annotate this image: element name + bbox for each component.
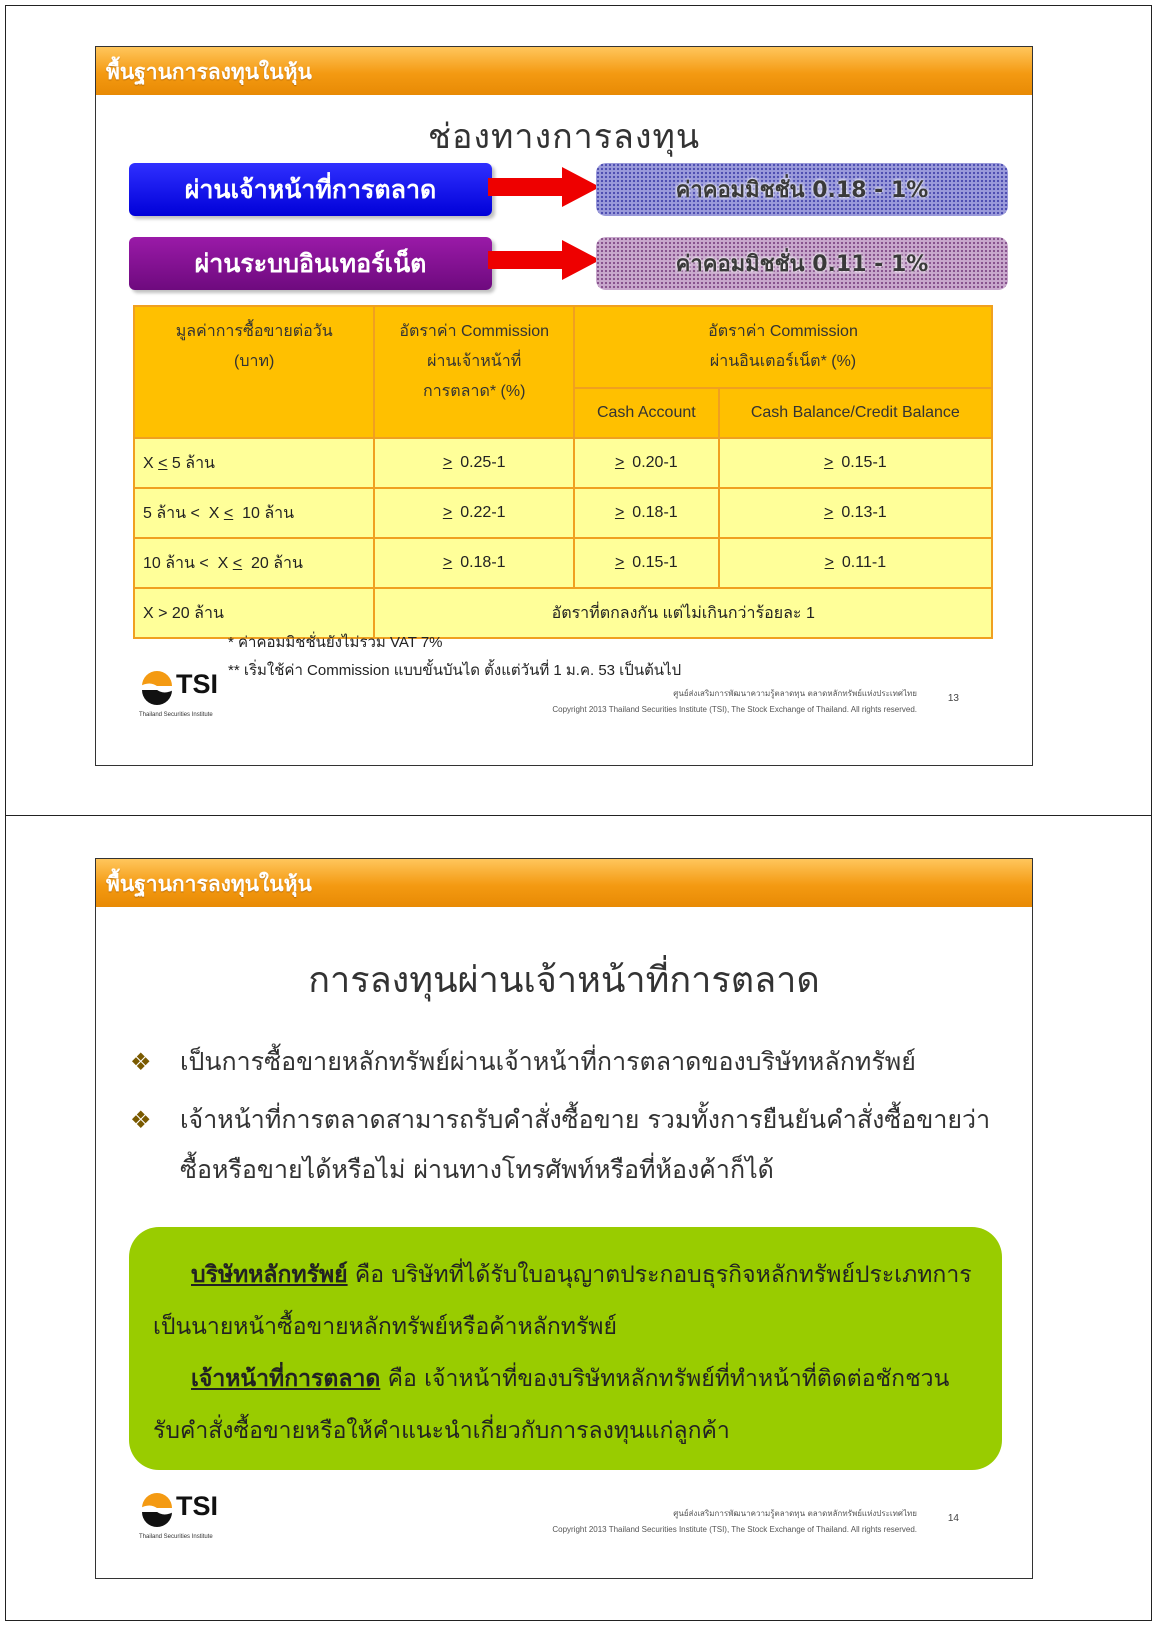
slide-header: พื้นฐานการลงทุนในหุ้น: [96, 859, 1032, 907]
bullet-item: ❖ เจ้าหน้าที่การตลาดสามารถรับคำสั่งซื้อขาย รวมทั้งการยืนยันคำสั่งซื้อขายว่าซื้อหรือขายได้หรือไม่ ผ่านทางโทรศัพท์หรือที่ห้องค้าก็ได้: [130, 1095, 1010, 1195]
marketing-rate-cell: > 0.18-1: [374, 538, 574, 588]
diamond-bullet-icon: ❖: [130, 1106, 152, 1134]
header-marketing-rate: อัตราค่า Commission ผ่านเจ้าหน้าที่ การตลาด* (%): [374, 306, 574, 438]
balance-rate-cell: > 0.11-1: [719, 538, 992, 588]
trade-range-cell: 5 ล้าน < X < 10 ล้าน: [134, 488, 374, 538]
marketing-rate-cell: > 0.22-1: [374, 488, 574, 538]
tsi-logo: [138, 1489, 238, 1549]
slide-header: พื้นฐานการลงทุนในหุ้น: [96, 47, 1032, 95]
commission-internet-box: ค่าคอมมิชชั่น 0.11 - 1%: [596, 237, 1008, 290]
cash-rate-cell: > 0.20-1: [574, 438, 719, 488]
tsi-logo-subtitle: Thailand Securities Institute: [139, 712, 213, 718]
ladder-footnote: ** เริ่มใช้ค่า Commission แบบขั้นบันได ตั้งแต่วันที่ 1 ม.ค. 53 เป็นต้นไป: [228, 662, 682, 679]
tsi-logo-mark-icon: [138, 1491, 176, 1529]
trade-range-cell: 10 ล้าน < X < 20 ล้าน: [134, 538, 374, 588]
footer-thai: ศูนย์ส่งเสริมการพัฒนาความรู้ตลาดทุน ตลาดหลักทรัพย์แห่งประเทศไทย: [673, 689, 917, 698]
channel-internet-label: ผ่านระบบอินเทอร์เน็ต: [129, 237, 492, 290]
commission-rate-table: [133, 305, 993, 639]
slide-title: การลงทุนผ่านเจ้าหน้าที่การตลาด: [308, 960, 820, 1001]
header-cash-balance: Cash Balance/Credit Balance: [719, 388, 992, 438]
balance-rate-cell: > 0.15-1: [719, 438, 992, 488]
slide-14: [95, 858, 1033, 1579]
right-arrow-icon: [488, 167, 600, 207]
header-cash-account: Cash Account: [574, 388, 719, 438]
slide-13: [95, 46, 1033, 766]
header-internet-rate: อัตราค่า Commission ผ่านอินเตอร์เน็ต* (%): [574, 306, 992, 388]
definition-marketing-officer: เจ้าหน้าที่การตลาด คือ เจ้าหน้าที่ของบริษัทหลักทรัพย์ที่ทำหน้าที่ติดต่อชักชวนรับคำสั่งซื้อขายหรือให้คำแนะนำเกี่ยวกับการลงทุนแก่ลูกค้า: [153, 1365, 950, 1444]
bullet-list: [130, 1037, 1010, 1203]
footer-copyright: Copyright 2013 Thailand Securities Institute (TSI), The Stock Exchange of Thailand. All rights reserved.: [552, 1525, 917, 1534]
tsi-logo: [138, 667, 238, 727]
diamond-bullet-icon: ❖: [130, 1048, 152, 1076]
trade-range-cell: X < 5 ล้าน: [134, 438, 374, 488]
definition-box: [129, 1227, 1002, 1470]
definition-term: เจ้าหน้าที่การตลาด: [191, 1365, 381, 1392]
tsi-logo-word: TSI: [176, 669, 219, 699]
marketing-rate-cell: > 0.25-1: [374, 438, 574, 488]
page-number: 13: [947, 693, 959, 704]
cash-rate-cell: > 0.15-1: [574, 538, 719, 588]
right-arrow-icon: [488, 240, 600, 280]
definition-term: บริษัทหลักทรัพย์: [191, 1261, 348, 1288]
footer-thai: ศูนย์ส่งเสริมการพัฒนาความรู้ตลาดทุน ตลาดหลักทรัพย์แห่งประเทศไทย: [673, 1509, 917, 1518]
table-row: [134, 488, 992, 538]
commission-marketing-box: ค่าคอมมิชชั่น 0.18 - 1%: [596, 163, 1008, 216]
bullet-item: ❖ เป็นการซื้อขายหลักทรัพย์ผ่านเจ้าหน้าที่การตลาดของบริษัทหลักทรัพย์: [130, 1037, 1010, 1087]
page-number: 14: [947, 1513, 959, 1524]
header-trade-value: มูลค่าการซื้อขายต่อวัน (บาท): [134, 306, 374, 438]
cash-rate-cell: > 0.18-1: [574, 488, 719, 538]
slide-title: ช่องทางการลงทุน: [427, 117, 701, 157]
trade-range-cell: X > 20 ล้าน: [134, 588, 374, 638]
tsi-logo-mark-icon: [138, 669, 176, 707]
table-row: [134, 538, 992, 588]
tsi-logo-subtitle: Thailand Securities Institute: [139, 1534, 213, 1540]
table-row: [134, 438, 992, 488]
channel-marketing-label: ผ่านเจ้าหน้าที่การตลาด: [129, 163, 492, 216]
balance-rate-cell: > 0.13-1: [719, 488, 992, 538]
vat-footnote: * ค่าคอมมิชชั่นยังไม่รวม VAT 7%: [228, 634, 443, 651]
definition-securities-company: บริษัทหลักทรัพย์ คือ บริษัทที่ได้รับใบอนุญาตประกอบธุรกิจหลักทรัพย์ประเภทการเป็นนายหน้าซื้อขายหลักทรัพย์หรือค้าหลักทรัพย์: [153, 1261, 972, 1340]
negotiated-rate-cell: อัตราที่ตกลงกัน แต่ไม่เกินกว่าร้อยละ 1: [374, 588, 992, 638]
footer-copyright: Copyright 2013 Thailand Securities Institute (TSI), The Stock Exchange of Thailand. All rights reserved.: [552, 705, 917, 714]
tsi-logo-word: TSI: [176, 1491, 219, 1521]
